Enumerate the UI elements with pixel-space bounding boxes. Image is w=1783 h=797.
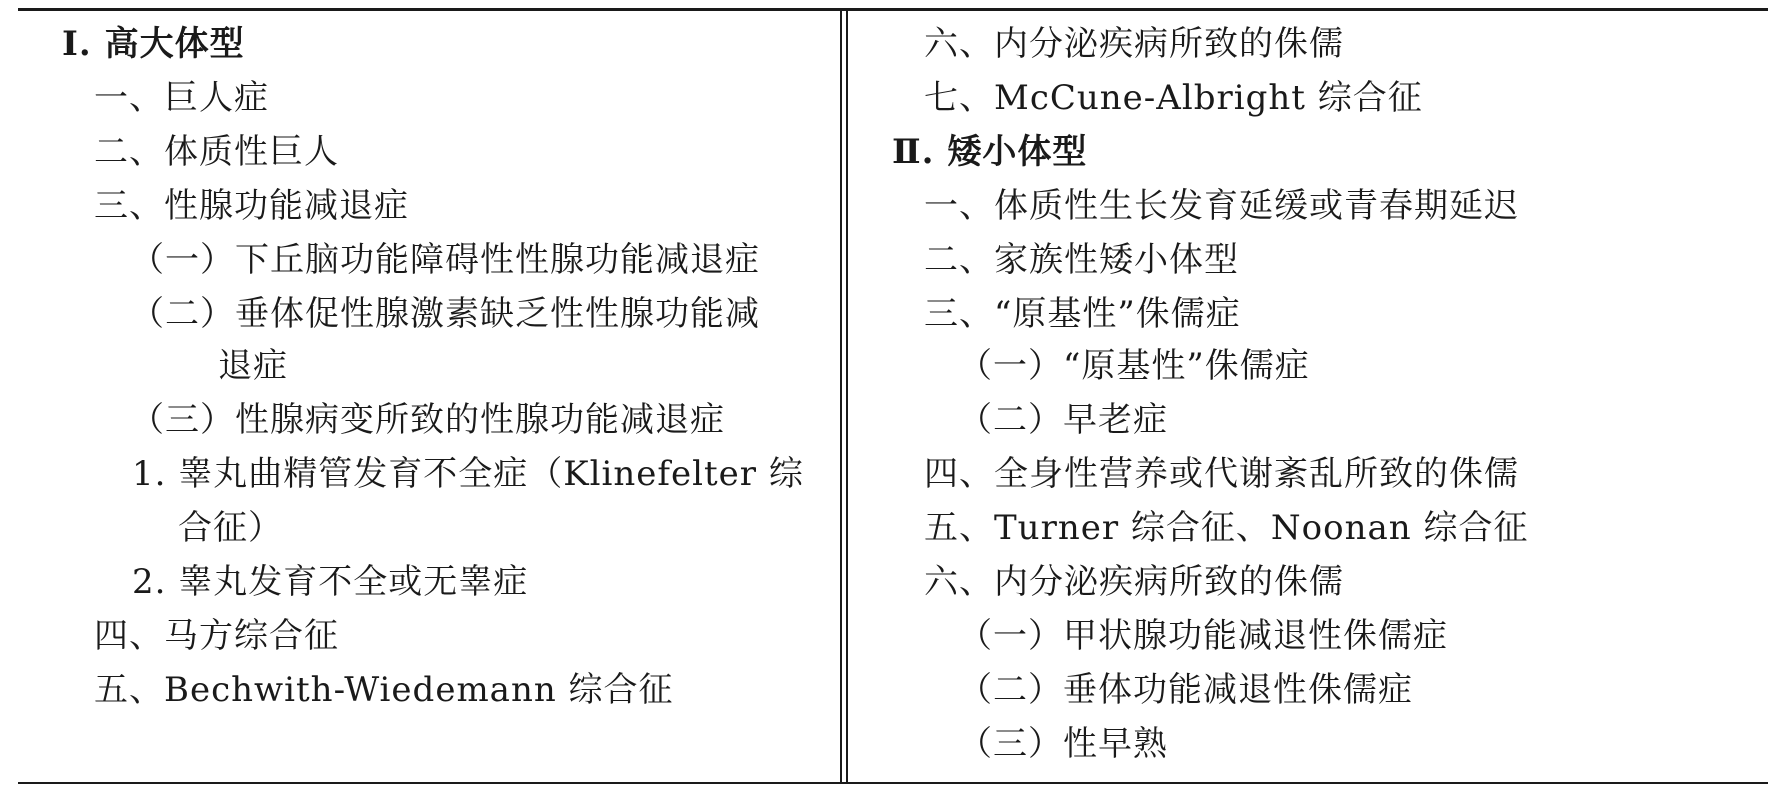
column-divider-right <box>846 11 848 782</box>
numbered-item-continuation: 合征） <box>178 508 283 548</box>
list-subitem: （一）甲状腺功能减退性侏儒症 <box>958 616 1448 656</box>
list-item: 三、“原基性”侏儒症 <box>924 294 1241 334</box>
list-item: 四、马方综合征 <box>94 616 339 656</box>
list-item: 二、家族性矮小体型 <box>924 240 1239 280</box>
table-bottom-rule <box>18 782 1768 784</box>
list-subitem: （一）“原基性”侏儒症 <box>958 346 1310 386</box>
list-subitem: （二）垂体促性腺激素缺乏性性腺功能减 <box>130 294 760 334</box>
list-item: 六、内分泌疾病所致的侏儒 <box>924 24 1344 64</box>
list-subitem: （一）下丘脑功能障碍性性腺功能减退症 <box>130 240 760 280</box>
list-subitem: （二）早老症 <box>958 400 1168 440</box>
list-item: 一、巨人症 <box>94 78 269 118</box>
list-subitem-continuation: 退症 <box>218 346 288 386</box>
list-item: 二、体质性巨人 <box>94 132 339 172</box>
list-subitem: （二）垂体功能减退性侏儒症 <box>958 670 1413 710</box>
list-item: 六、内分泌疾病所致的侏儒 <box>924 562 1344 602</box>
column-divider-left <box>840 11 842 782</box>
list-subitem: （三）性腺病变所致的性腺功能减退症 <box>130 400 725 440</box>
list-item: 三、性腺功能减退症 <box>94 186 409 226</box>
numbered-item: 2. 睾丸发育不全或无睾症 <box>132 562 529 602</box>
numbered-item: 1. 睾丸曲精管发育不全症（Klinefelter 综 <box>132 454 804 494</box>
list-item: 四、全身性营养或代谢紊乱所致的侏儒 <box>924 454 1519 494</box>
list-item: 一、体质性生长发育延缓或青春期延迟 <box>924 186 1519 226</box>
table-top-rule <box>18 8 1768 11</box>
list-item: 七、McCune-Albright 综合征 <box>924 78 1423 118</box>
list-subitem: （三）性早熟 <box>958 724 1168 764</box>
section-title-tall-stature: Ⅰ. 高大体型 <box>62 24 245 64</box>
list-item: 五、Bechwith-Wiedemann 综合征 <box>94 670 674 710</box>
section-title-short-stature: Ⅱ. 矮小体型 <box>892 132 1088 172</box>
list-item: 五、Turner 综合征、Noonan 综合征 <box>924 508 1529 548</box>
